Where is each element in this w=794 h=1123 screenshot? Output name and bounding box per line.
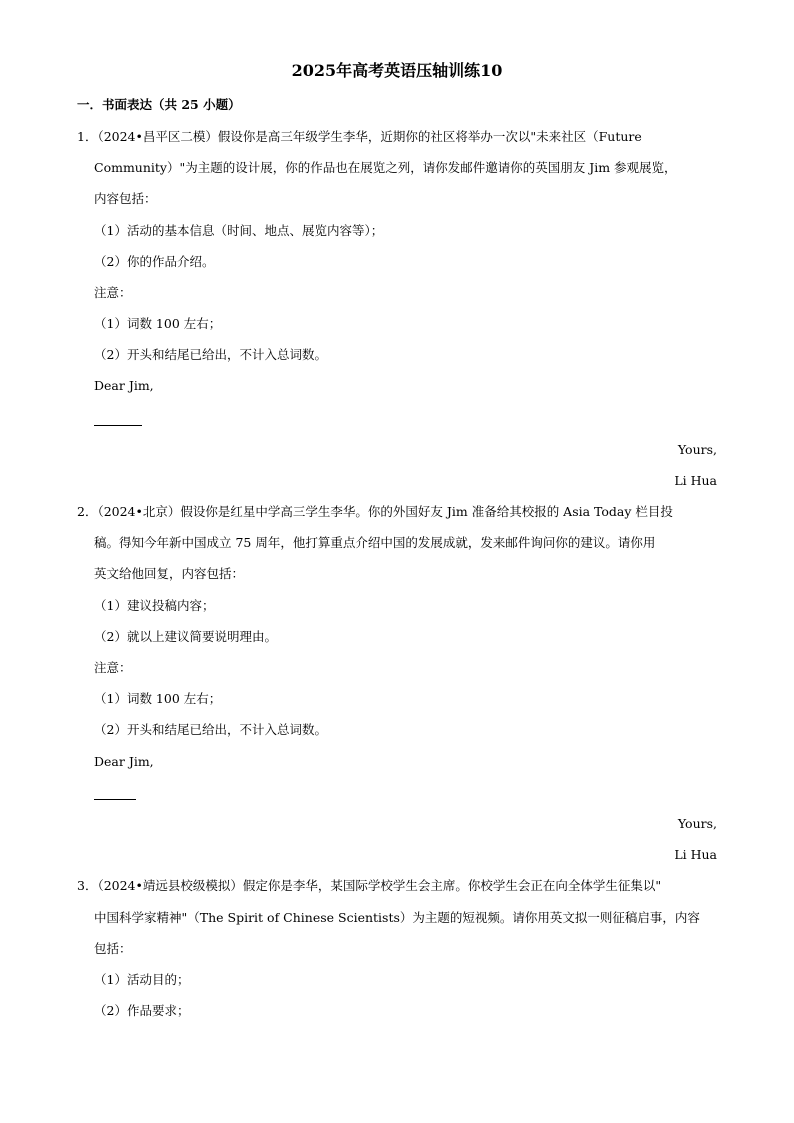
question-2-greeting: Dear Jim, (94, 754, 154, 769)
question-3-line-5: （2）作品要求； (94, 1003, 190, 1018)
question-1-line-4: （1）活动的基本信息（时间、地点、展览内容等）； (94, 223, 384, 238)
answer-blank-line (94, 799, 136, 800)
question-2-line-1: 2．（2024•北京）假设你是红星中学高三学生李华。你的外国好友 Jim 准备给其校报的 Asia Today 栏目投 (77, 504, 673, 519)
question-1-line-2: Community）"为主题的设计展，你的作品也在展览之列，请你发邮件邀请你的英国朋友 Jim 参观展览， (94, 160, 677, 175)
question-3-line-3: 包括： (94, 941, 132, 956)
question-3-line-4: （1）活动目的； (94, 972, 190, 987)
question-1-closing: Yours, (677, 442, 717, 457)
question-2-line-7: （1）词数 100 左右； (94, 691, 222, 706)
question-1-greeting: Dear Jim, (94, 378, 154, 393)
question-2-signature: Li Hua (674, 847, 717, 862)
question-1-line-7: （1）词数 100 左右； (94, 316, 222, 331)
question-3-line-2: 中国科学家精神"（The Spirit of Chinese Scientists）为主题的短视频。请你用英文拟一则征稿启事，内容 (94, 910, 700, 925)
answer-blank-line (94, 425, 142, 426)
question-1-line-3: 内容包括： (94, 191, 157, 206)
page-title: 2025年高考英语压轴训练10 (291, 61, 503, 80)
question-2-closing: Yours, (677, 816, 717, 831)
question-2-line-8: （2）开头和结尾已给出，不计入总词数。 (94, 722, 327, 737)
question-2-line-4: （1）建议投稿内容； (94, 598, 215, 613)
question-1-line-1: 1．（2024•昌平区二模）假设你是高三年级学生李华，近期你的社区将举办一次以"未来社区（Future (77, 129, 642, 144)
question-1-line-8: （2）开头和结尾已给出，不计入总词数。 (94, 347, 327, 362)
question-1-signature: Li Hua (674, 473, 717, 488)
question-1-line-6: 注意： (94, 285, 132, 300)
question-2-line-3: 英文给他回复，内容包括： (94, 566, 245, 581)
question-2-line-6: 注意： (94, 660, 132, 675)
question-2-line-5: （2）就以上建议简要说明理由。 (94, 629, 277, 644)
question-1-line-5: （2）你的作品介绍。 (94, 254, 215, 269)
section-heading: 一．书面表达（共 25 小题） (77, 97, 241, 112)
question-3-line-1: 3．（2024•靖远县校级模拟）假定你是李华，某国际学校学生会主席。你校学生会正在向全体学生征集以" (77, 878, 662, 893)
question-2-line-2: 稿。得知今年新中国成立 75 周年，他打算重点介绍中国的发展成就，发来邮件询问你的建议。请你用 (94, 535, 656, 550)
